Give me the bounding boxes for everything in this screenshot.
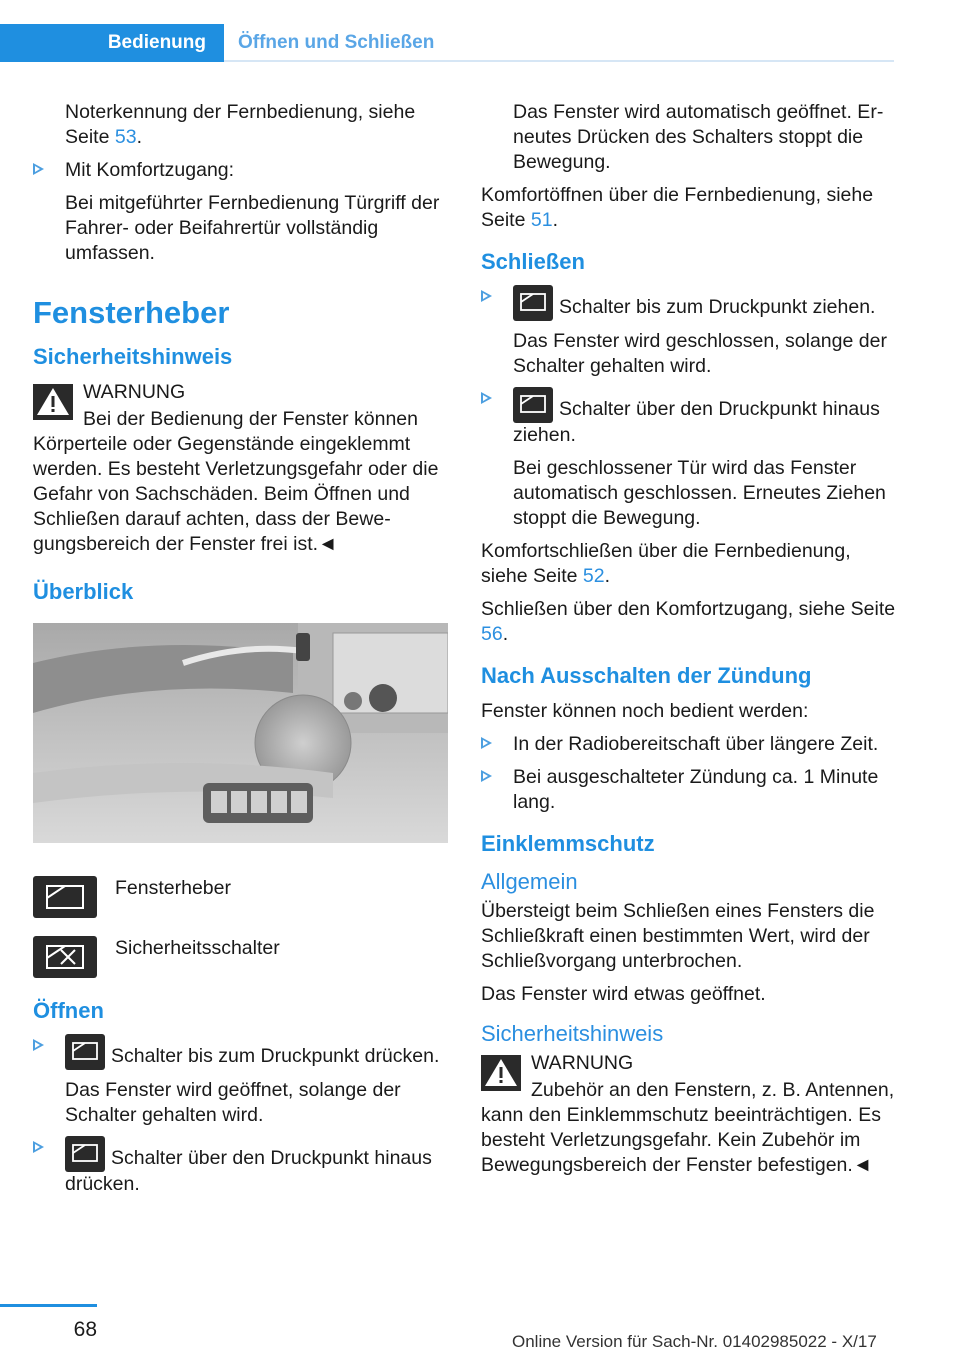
list-item-head (65, 1034, 448, 1070)
tab-oeffnen-schliessen[interactable]: Öffnen und Schließen (238, 32, 435, 53)
list-item (481, 387, 901, 531)
list-item-head (513, 285, 901, 321)
list-item (33, 1136, 448, 1197)
warning-title: WARNUNG (531, 1052, 634, 1074)
general-paragraph-2: Das Fenster wird etwas geöffnet. (481, 983, 766, 1005)
continued-paragraph: Das Fenster wird automatisch geöffnet. Erneutes Drücken des Schalters stoppt die Bewegung. (513, 101, 884, 173)
heading-open: Öffnen (33, 998, 104, 1023)
footer-online-version: Online Version für Sach-Nr. 01402985022 - X/17 (512, 1332, 877, 1351)
heading-safety-2: Sicherheitshinweis (481, 1021, 664, 1046)
list-triangle-icon (481, 290, 492, 302)
heading-ignition: Nach Ausschalten der Zündung (481, 663, 812, 688)
legend-label: Fensterheber (115, 877, 231, 899)
warning-title: WARNUNG (83, 381, 186, 403)
list-item-body: Das Fenster wird geschlossen, solange der Schalter gehalten wird. (513, 330, 887, 377)
list-item-head: Mit Komfortzugang: (65, 159, 235, 181)
window-switch-icon (33, 876, 97, 918)
safety-switch-icon (33, 936, 97, 978)
list-triangle-icon (481, 737, 492, 749)
right-column (481, 100, 901, 1186)
page-link-51[interactable]: 51 (530, 209, 553, 231)
page-header (0, 0, 960, 64)
list-item-text: In der Radiobereitschaft über längere Zeit. (513, 733, 879, 755)
list-item-text: Schalter bis zum Druckpunkt drücken. (111, 1045, 440, 1067)
heading-overview: Überblick (33, 579, 134, 604)
comfort-open-paragraph: Komfortöffnen über die Fernbedienung, siehe Seite 51. (481, 184, 874, 231)
window-switch-icon (65, 1136, 105, 1172)
list-triangle-icon (481, 770, 492, 782)
heading-general: Allgemein (481, 869, 578, 894)
header-rule (224, 60, 894, 62)
list-item (481, 285, 901, 379)
list-triangle-icon (33, 163, 44, 175)
warning-triangle-icon (33, 384, 73, 420)
ignition-intro: Fenster können noch bedient werden: (481, 700, 809, 722)
tab-bedienung[interactable]: Bedienung (0, 24, 224, 62)
footer-rule (0, 1304, 97, 1307)
section-title: Fensterheber (33, 295, 230, 330)
list-item (33, 158, 448, 266)
left-column (33, 100, 448, 1205)
list-triangle-icon (33, 1039, 44, 1051)
page-link-52[interactable]: 52 (582, 565, 605, 587)
heading-pinch-protection: Einklemmschutz (481, 831, 655, 856)
close-access-text: Schließen über den Komfortzugang, siehe Seite (481, 598, 896, 620)
list-item-text: Schalter bis zum Druckpunkt ziehen. (559, 296, 876, 318)
list-triangle-icon (33, 1141, 44, 1153)
list-item-head (65, 1136, 448, 1197)
list-item-head (513, 387, 901, 448)
heading-safety: Sicherheitshinweis (33, 344, 233, 369)
list-item-text: Schalter über den Druckpunkt hinaus drücken. (65, 1147, 432, 1195)
list-item-body: Bei mitgeführter Fernbedienung Türgriff der Fahrer- oder Beifahrertür vollständig umfassen. (65, 192, 440, 264)
continued-text: Noterkennung der Fernbedienung, siehe Seite (65, 101, 416, 148)
warning-text: Zubehör an den Fenstern, z. B. Antennen, kann den Einklemmschutz beeinträchtigen. Es besteht Verletzungsgefahr. Kein Zubehör im Bewegungsbereich der Fenster befestigen.◄ (481, 1079, 895, 1176)
door-panel-photo (33, 623, 448, 843)
list-item (481, 732, 901, 757)
comfort-open-text: Komfortöffnen über die Fernbedienung, siehe Seite (481, 184, 874, 231)
warning-block (481, 1051, 901, 1178)
list-item (33, 1034, 448, 1128)
list-item-text: Schalter über den Druckpunkt hinaus ziehen. (513, 398, 880, 446)
list-item (481, 765, 901, 815)
page-link-56[interactable]: 56 (481, 623, 503, 645)
continued-paragraph: Noterkennung der Fernbedienung, siehe Seite 53. (65, 101, 416, 148)
comfort-close-text: Komfortschließen über die Fernbedienung, siehe Seite (481, 540, 851, 587)
heading-close: Schließen (481, 249, 585, 274)
window-switch-icon (65, 1034, 105, 1070)
window-switch-icon (513, 387, 553, 423)
comfort-close-paragraph: Komfortschließen über die Fernbedienung, siehe Seite 52. (481, 540, 851, 587)
general-paragraph: Übersteigt beim Schließen eines Fensters die Schließkraft einen bestimmten Wert, wird der Schließvorgang unterbrochen. (481, 900, 875, 972)
warning-text: Bei der Bedienung der Fenster können Körperteile oder Gegenstände eingeklemmt werden. Es besteht Verletzungsgefahr oder die Gefahr von Sachschäden. Beim Öffnen und Schließen darauf achten, dass der Bewegungsbereich der Fenster frei ist.◄ (33, 408, 439, 555)
legend-row (33, 872, 448, 918)
list-item-text: Bei ausgeschalteter Zündung ca. 1 Minute lang. (513, 766, 879, 813)
page-number: 68 (73, 1318, 97, 1341)
window-switch-icon (513, 285, 553, 321)
list-triangle-icon (481, 392, 492, 404)
close-access-paragraph: Schließen über den Komfortzugang, siehe Seite 56. (481, 598, 896, 645)
page-link-53[interactable]: 53 (114, 126, 137, 148)
legend-label: Sicherheitsschalter (115, 937, 280, 959)
list-item-body: Bei geschlossener Tür wird das Fenster automatisch geschlossen. Erneutes Ziehen stoppt die Bewegung. (513, 457, 886, 529)
warning-block (33, 380, 448, 557)
legend-row (33, 932, 448, 978)
list-item-body: Das Fenster wird geöffnet, solange der Schalter gehalten wird. (65, 1079, 401, 1126)
warning-triangle-icon (481, 1055, 521, 1091)
